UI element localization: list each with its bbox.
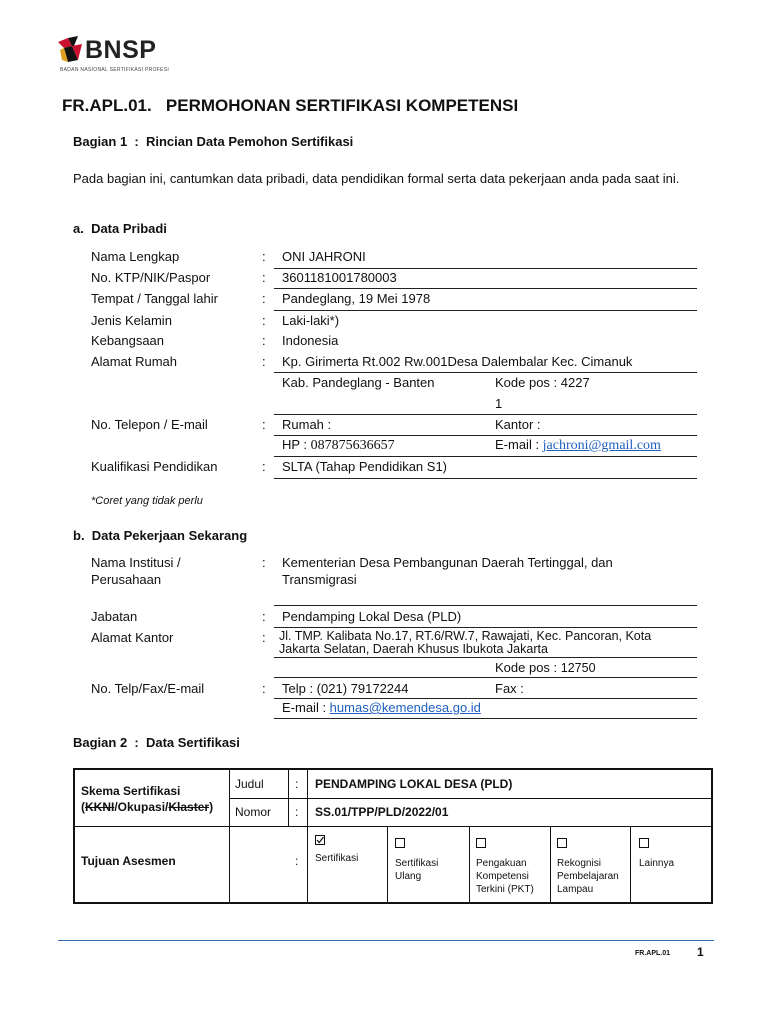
value-rumah[interactable]: Rumah : xyxy=(282,417,332,432)
value-email-kantor[interactable] xyxy=(282,700,481,716)
colon: : xyxy=(262,313,266,328)
value-email[interactable] xyxy=(495,437,661,454)
checkbox-icon[interactable] xyxy=(476,838,486,848)
label-institusi2: Perusahaan xyxy=(91,572,162,587)
skema-line1: Skema Sertifikasi xyxy=(81,784,181,798)
skema-okupasi: /Okupasi/ xyxy=(114,800,169,814)
option-label: Pengakuan Kompetensi Terkini (PKT) xyxy=(476,858,534,895)
colon: : xyxy=(262,681,266,696)
option-label: Lainnya xyxy=(639,858,675,869)
option-rpl[interactable] xyxy=(557,835,627,896)
colon: : xyxy=(262,249,266,264)
value-institusi2[interactable]: Transmigrasi xyxy=(282,572,357,587)
tujuan-label: Tujuan Asesmen xyxy=(81,854,176,868)
value-alamat-kantor1[interactable]: Jl. TMP. Kalibata No.17, RT.6/RW.7, Rawajati, Kec. Pancoran, Kota xyxy=(279,629,652,643)
value-fax[interactable]: Fax : xyxy=(495,681,524,696)
value-kodepos-cont: 1 xyxy=(495,396,503,411)
option-lainnya[interactable] xyxy=(639,835,705,870)
skema-kkni: KKNI xyxy=(85,800,115,814)
judul-label: Judul xyxy=(235,777,264,791)
colon: : xyxy=(262,630,266,645)
value-kualifikasi[interactable]: SLTA (Tahap Pendidikan S1) xyxy=(282,459,448,474)
nomor-label: Nomor xyxy=(235,805,272,819)
part1-intro: Pada bagian ini, cantumkan data pribadi, data pendidikan formal serta data pekerjaan anda pada saat ini. xyxy=(73,171,680,186)
footer-rule xyxy=(58,940,714,941)
colon: : xyxy=(295,777,299,791)
value-alamat-kantor2[interactable]: Jakarta Selatan, Daerah Khusus Ibukota Jakarta xyxy=(279,642,548,656)
label-alamat: Alamat Rumah xyxy=(91,354,177,369)
hp-label: HP : xyxy=(282,437,311,452)
option-sertifikasi-ulang[interactable] xyxy=(395,835,465,883)
section-b-heading: b. Data Pekerjaan Sekarang xyxy=(73,528,248,543)
colon: : xyxy=(262,555,266,570)
hp-number: 087875636657 xyxy=(310,438,395,453)
colon: : xyxy=(262,333,266,348)
kodepos-kantor-number: 12750 xyxy=(560,661,596,675)
colon: : xyxy=(295,805,299,819)
bnsp-logo xyxy=(56,34,170,76)
part2-heading: Bagian 2 : Data Sertifikasi xyxy=(73,735,240,750)
logo-brand: BNSP xyxy=(85,36,157,64)
checkbox-icon[interactable] xyxy=(395,838,405,848)
section-a-heading: a. Data Pribadi xyxy=(73,221,167,236)
skema-label xyxy=(81,783,213,815)
option-label: Sertifikasi Ulang xyxy=(395,858,439,882)
label-telp-fax: No. Telp/Fax/E-mail xyxy=(91,681,205,696)
doc-title: FR.APL.01. PERMOHONAN SERTIFIKASI KOMPETENSI xyxy=(62,96,519,115)
email-link[interactable]: jachroni@gmail.com xyxy=(542,438,661,453)
label-ktp: No. KTP/NIK/Paspor xyxy=(91,270,211,285)
email-kantor-link[interactable]: humas@kemendesa.go.id xyxy=(329,700,481,715)
kodepos-kantor-label: Kode pos : xyxy=(495,660,561,675)
email-label: E-mail : xyxy=(495,437,543,452)
option-sertifikasi[interactable] xyxy=(315,832,383,865)
judul-value[interactable]: PENDAMPING LOKAL DESA (PLD) xyxy=(315,777,513,791)
certification-table xyxy=(73,768,713,904)
colon: : xyxy=(262,459,266,474)
bnsp-emblem-icon xyxy=(56,36,86,64)
value-alamat2[interactable]: Kab. Pandeglang - Banten xyxy=(282,375,435,390)
footer-code: FR.APL.01 xyxy=(635,950,671,957)
checkbox-checked-icon[interactable] xyxy=(315,835,325,845)
checkbox-icon[interactable] xyxy=(639,838,649,848)
colon: : xyxy=(262,291,266,306)
colon: : xyxy=(262,270,266,285)
value-kantor[interactable]: Kantor : xyxy=(495,417,541,432)
colon: : xyxy=(262,354,266,369)
value-hp[interactable] xyxy=(282,437,395,454)
label-nama: Nama Lengkap xyxy=(91,249,180,264)
colon: : xyxy=(262,609,266,624)
note-coret: *Coret yang tidak perlu xyxy=(91,495,203,507)
label-bangsa: Kebangsaan xyxy=(91,333,165,348)
skema-line2: (KKNI/Okupasi/Klaster) xyxy=(81,800,214,814)
colon: : xyxy=(295,854,299,868)
label-alamat-kantor: Alamat Kantor xyxy=(91,630,174,645)
skema-klaster: Klaster xyxy=(168,800,210,814)
value-telp-kantor[interactable]: Telp : (021) 79172244 xyxy=(282,681,409,696)
footer-page-number: 1 xyxy=(697,945,704,959)
value-ttl[interactable]: Pandeglang, 19 Mei 1978 xyxy=(282,291,431,306)
label-telp: No. Telepon / E-mail xyxy=(91,417,208,432)
label-jk: Jenis Kelamin xyxy=(91,313,172,328)
label-jabatan: Jabatan xyxy=(91,609,138,624)
label-institusi1: Nama Institusi / xyxy=(91,555,181,570)
value-kodepos-kantor[interactable] xyxy=(495,660,596,676)
nomor-value[interactable]: SS.01/TPP/PLD/2022/01 xyxy=(315,805,449,819)
value-ktp[interactable]: 3601181001780003 xyxy=(282,270,397,285)
option-label: Rekognisi Pembelajaran Lampau xyxy=(557,858,619,895)
option-pkt[interactable] xyxy=(476,835,548,896)
value-nama[interactable]: ONI JAHRONI xyxy=(282,249,366,264)
value-jabatan[interactable]: Pendamping Lokal Desa (PLD) xyxy=(282,609,462,624)
logo-subtitle: BADAN NASIONAL SERTIFIKASI PROFESI xyxy=(60,67,170,73)
value-bangsa[interactable]: Indonesia xyxy=(282,333,339,348)
email-kantor-label: E-mail : xyxy=(282,700,330,715)
value-jk[interactable]: Laki-laki*) xyxy=(282,313,340,328)
label-kualifikasi: Kualifikasi Pendidikan xyxy=(91,459,218,474)
colon: : xyxy=(262,417,266,432)
label-ttl: Tempat / Tanggal lahir xyxy=(91,291,218,306)
option-label: Sertifikasi xyxy=(315,853,359,864)
part1-heading: Bagian 1 : Rincian Data Pemohon Sertifikasi xyxy=(73,134,354,149)
value-institusi1[interactable]: Kementerian Desa Pembangunan Daerah Tertinggal, dan xyxy=(282,555,613,570)
value-kodepos[interactable]: Kode pos : 4227 xyxy=(495,375,590,390)
value-alamat1[interactable]: Kp. Girimerta Rt.002 Rw.001Desa Dalembalar Kec. Cimanuk xyxy=(282,354,633,369)
checkbox-icon[interactable] xyxy=(557,838,567,848)
